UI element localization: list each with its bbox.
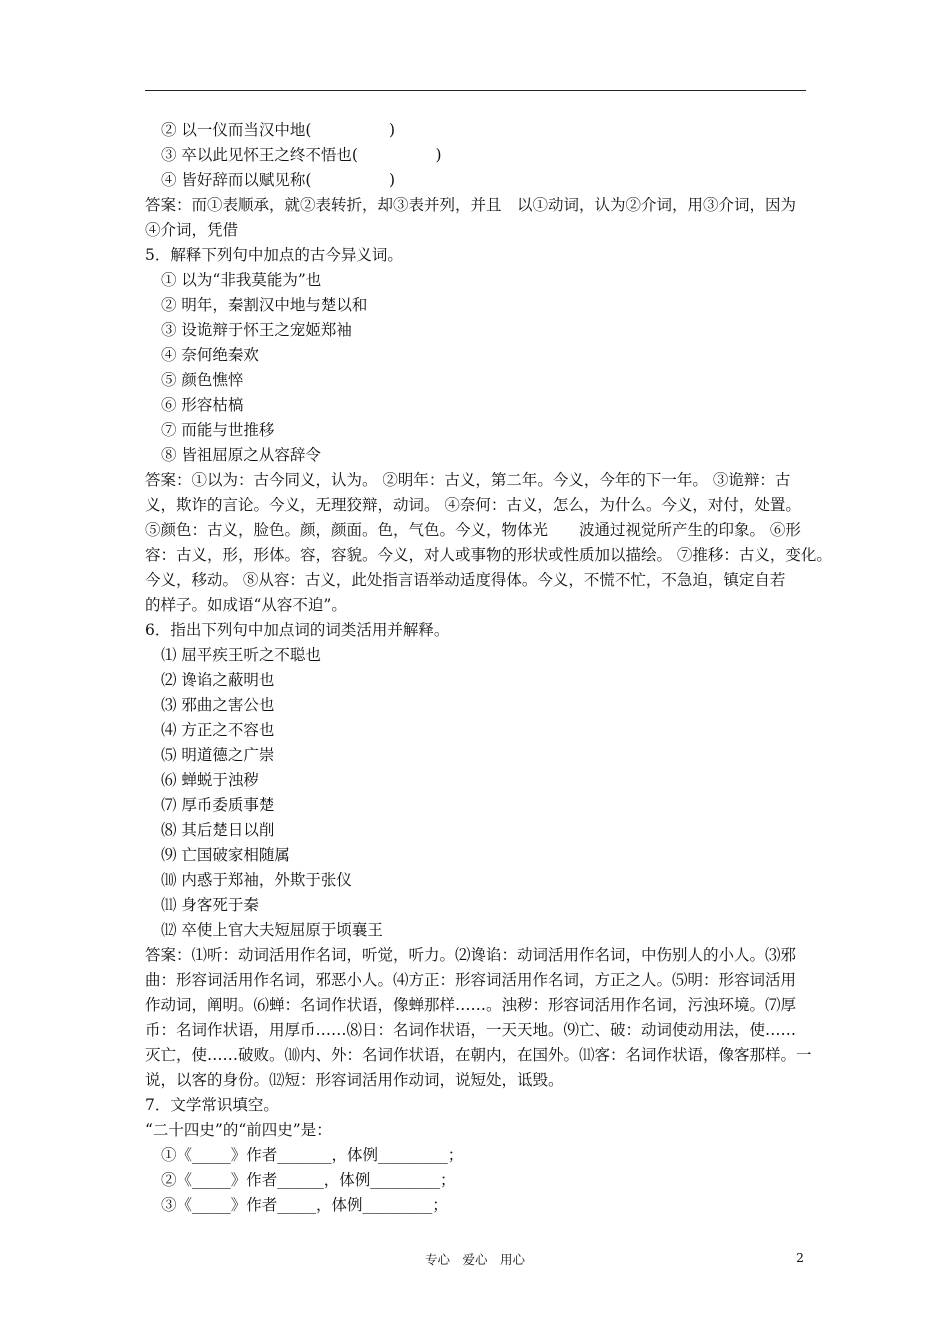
q6-item: ⑴ 屈平疾王听之不聪也: [161, 646, 321, 664]
q6-item: ⑶ 邪曲之害公也: [161, 696, 275, 714]
q5-item: ② 明年，秦割汉中地与楚以和: [161, 296, 368, 314]
q6-item: ⑺ 厚币委质事楚: [161, 796, 275, 814]
q7-item: ②《_____》作者______，体例_________；: [161, 1171, 456, 1189]
q4-answer-line: 答案：而①表顺承，就②表转折，却③表并列，并且 以①动词，认为②介词，用③介词，因为: [145, 196, 797, 214]
q5-title: 5．解释下列句中加点的古今异义词。: [145, 246, 403, 264]
q5-item: ① 以为“非我莫能为”也: [161, 271, 322, 289]
q6-answer-line: 答案：⑴听：动词活用作名词，听觉，听力。⑵谗谄：动词活用作名词，中伤别人的小人。⑶邪: [145, 946, 797, 964]
q5-answer-line: 容：古义，形，形体。容，容貌。今义，对人或事物的形状或性质加以描绘。 ⑦推移：古义，变化。: [145, 546, 832, 564]
q7-intro: “二十四史”的“前四史”是：: [145, 1121, 332, 1139]
q6-item: ⑿ 卒使上官大夫短屈原于顷襄王: [161, 921, 383, 939]
q6-answer-line: 作动词，阐明。⑹蝉：名词作状语，像蝉那样……。浊秽：形容词活用作名词，污浊环境。⑺厚: [145, 996, 797, 1014]
q4-answer-line: ④介词，凭借: [145, 221, 239, 239]
q5-item: ③ 设诡辩于怀王之宠姬郑袖: [161, 321, 352, 339]
footer-motto: 专心 爱心 用心: [424, 1252, 525, 1267]
q6-item: ⑹ 蝉蜕于浊秽: [161, 771, 259, 789]
q6-item: ⑵ 谗谄之蔽明也: [161, 671, 275, 689]
q6-answer-line: 曲：形容词活用作名词，邪恶小人。⑷方正：形容词活用作名词，方正之人。⑸明：形容词活用: [145, 971, 797, 989]
q6-item: ⑷ 方正之不容也: [161, 721, 275, 739]
q6-item: ⑽ 内惑于郑袖，外欺于张仪: [161, 871, 352, 889]
q7-item: ①《_____》作者_______，体例_________；: [161, 1146, 464, 1164]
q6-answer-line: 说，以客的身份。⑿短：形容词活用作动词，说短处，诋毁。: [145, 1071, 564, 1089]
q6-item: ⑾ 身客死于秦: [161, 896, 259, 914]
header-rule: [145, 90, 806, 91]
q7-title: 7．文学常识填空。: [145, 1096, 279, 1114]
q6-item: ⑼ 亡国破家相随属: [161, 846, 290, 864]
q5-item: ⑤ 颜色憔悴: [161, 371, 244, 389]
q6-title: 6．指出下列句中加点词的词类活用并解释。: [145, 621, 450, 639]
q5-item: ⑦ 而能与世推移: [161, 421, 275, 439]
q6-answer-line: 币：名词作状语，用厚币……⑻日：名词作状语，一天天地。⑼亡、破：动词使动用法，使……: [145, 1021, 797, 1039]
q5-item: ⑥ 形容枯槁: [161, 396, 244, 414]
q5-item: ④ 奈何绝秦欢: [161, 346, 259, 364]
q6-item: ⑻ 其后楚日以削: [161, 821, 275, 839]
q6-answer-line: 灭亡，使……破败。⑽内、外：名词作状语，在朝内，在国外。⑾客：名词作状语，像客那样。一: [145, 1046, 812, 1064]
q6-item: ⑸ 明道德之广崇: [161, 746, 275, 764]
q5-answer-line: 答案：①以为：古今同义，认为。 ②明年：古义，第二年。今义，今年的下一年。 ③诡辩：古: [145, 471, 791, 489]
q4-item: ④ 皆好辞而以赋见称( ): [161, 171, 396, 189]
page-number: 2: [796, 1250, 804, 1265]
q5-answer-line: 义，欺诈的言论。今义，无理狡辩，动词。 ④奈何：古义，怎么，为什么。今义，对付，处置。: [145, 496, 801, 514]
q5-answer-line: ⑤颜色：古义，脸色。颜，颜面。色，气色。今义，物体光 波通过视觉所产生的印象。 ⑥形: [145, 521, 801, 539]
q5-answer-line: 的样子。如成语“从容不迫”。: [145, 596, 347, 614]
page-body: [145, 118, 832, 1218]
q5-item: ⑧ 皆祖屈原之从容辞令: [161, 446, 321, 464]
q4-item: ② 以一仪而当汉中地( ): [161, 121, 396, 139]
q5-answer-line: 今义，移动。 ⑧从容：古义，此处指言语举动适度得体。今义，不慌不忙，不急迫，镇定自若: [145, 571, 786, 589]
q4-item: ③ 卒以此见怀王之终不悟也( ): [161, 146, 442, 164]
q7-item: ③《_____》作者_____，体例_________；: [161, 1196, 448, 1214]
